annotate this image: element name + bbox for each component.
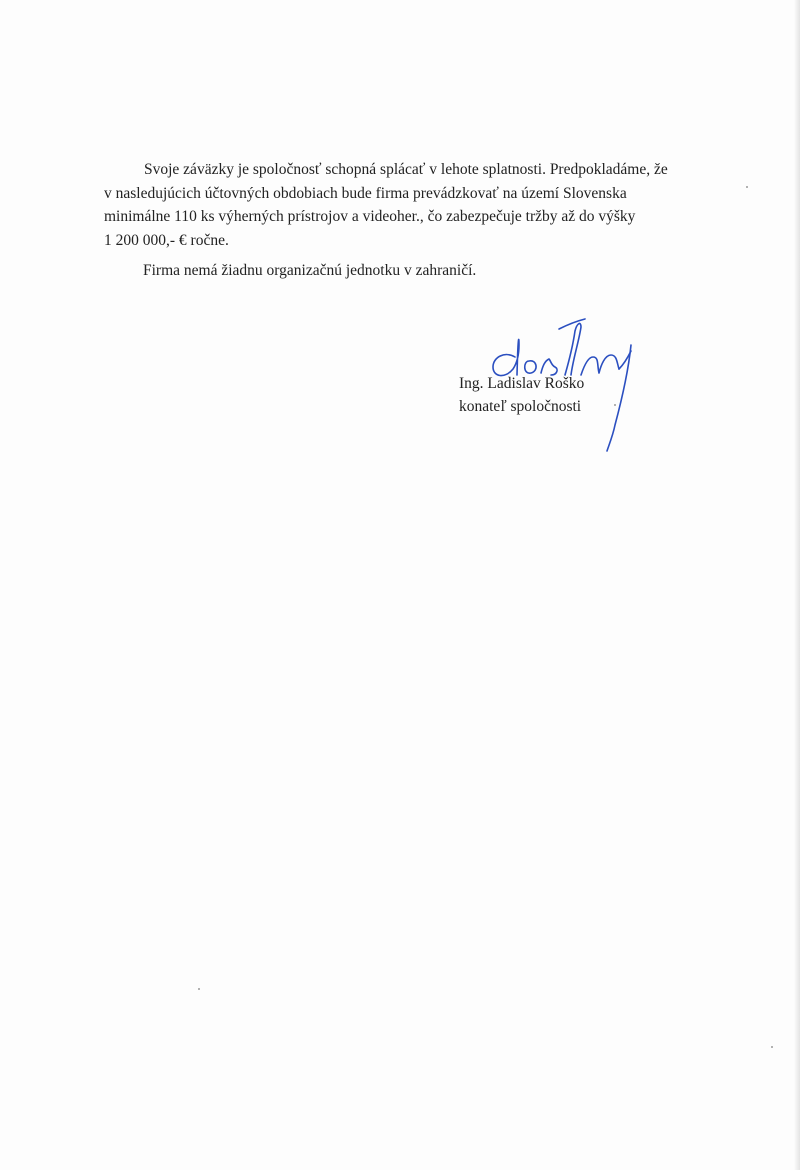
signatory-title: konateľ spoločnosti [459,398,582,415]
page-edge-shadow [794,0,800,1170]
signatory-name: Ing. Ladislav Roško [459,375,585,392]
paragraph-line: Svoje záväzky je spoločnosť schopná splácať v lehote splatnosti. Predpokladáme, že [144,161,668,178]
paragraph-line: minimálne 110 ks výherných prístrojov a videoher., čo zabezpečuje tržby až do výšky [104,208,636,225]
paragraph-line: v nasledujúcich účtovných obdobiach bude firma prevádzkovať na území Slovenska [104,184,627,202]
paragraph-financial-obligations [104,158,724,252]
paragraph-foreign-units: Firma nemá žiadnu organizačnú jednotku v zahraničí. [143,262,477,279]
scan-speck [614,404,616,406]
scan-speck [771,1046,773,1048]
scan-speck [198,988,200,990]
scan-speck [746,186,748,188]
signature-block [459,372,584,418]
paragraph-line: 1 200 000,- € ročne. [104,231,229,249]
